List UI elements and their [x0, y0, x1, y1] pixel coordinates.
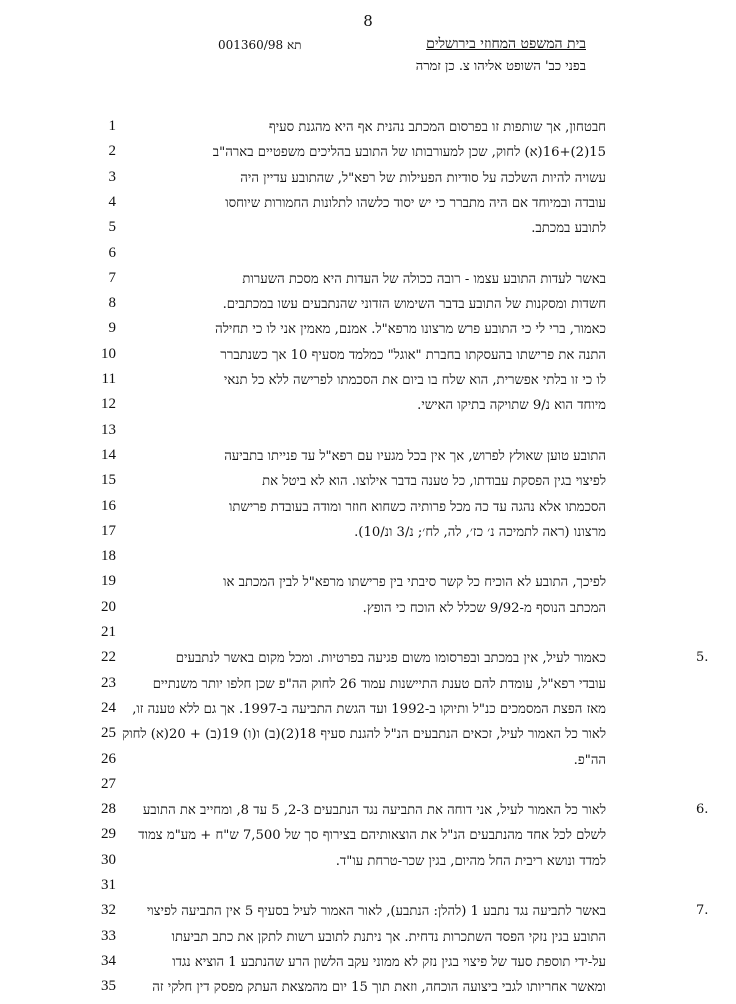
- line-number: 28: [101, 801, 116, 817]
- line-number: 29: [101, 826, 116, 842]
- line-number: 18: [101, 548, 116, 564]
- text-line: התנה את פרישתו בהעסקתו בחברת "אוגל" כמלמד מסעיף 10 אך כשנתברר: [220, 348, 606, 363]
- case-number: תא 001360/98: [218, 38, 302, 52]
- line-number: 13: [101, 422, 116, 438]
- text-line: חשדות ומסקנות של התובע בדבר השימוש הזדוני שהנתבעים עשו במכתבים.: [222, 297, 606, 312]
- line-number: 1: [108, 118, 116, 134]
- text-line: למדד ונושא ריבית החל מהיום, בגין שכר-טרחת עו"ד.: [335, 854, 606, 869]
- paragraph-number: 7.: [696, 903, 709, 918]
- text-line: הסכמתו אלא נהגה עד כה מכל פרותיה כשחוא חוזר ומודה בעובדת פרישתו: [228, 500, 606, 515]
- text-line: חבטחון, אך שותפות זו בפרסום המכתב נהנית אף היא מהגנת סעיף: [268, 120, 606, 135]
- text-line: עובדה ובמיוחד אם היה מתברר כי יש יסוד כלשהו לתלונות החמורות שיוחסו: [225, 196, 606, 211]
- court-name: בית המשפט המחוזי בירושלים: [426, 36, 586, 52]
- line-number: 11: [101, 371, 116, 387]
- line-number: 35: [101, 978, 116, 994]
- paragraph-number: 5.: [696, 650, 709, 665]
- text-line: כאמור, ברי לי כי התובע פרש מרצונו מרפא"ל. אמנם, מאמין אני לו כי תחילה: [215, 322, 606, 337]
- text-line: לאור כל האמור לעיל, אני דוחה את התביעה נגד הנתבעים 2-3, 5 עד 8, ומחייב את התובע: [142, 803, 606, 818]
- text-line: לשלם לכל אחד מהנתבעים הנ"ל את הוצאותיהם בצירוף סך של 7,500 ש"ח + מע"מ צמוד: [138, 828, 606, 843]
- paragraph-number: 6.: [696, 802, 709, 817]
- text-line: מאז הפצת המסמכים כנ"ל ותיוקו ב-1992 ועד הגשת התביעה ב-1997. אך גם ללא טענה זו,: [132, 702, 606, 717]
- text-line: עשויה להיות השלכה על סודיות הפעילות של רפא"ל, שהתובע עדיין היה: [240, 171, 606, 186]
- line-number: 4: [108, 194, 116, 210]
- line-number: 30: [101, 852, 116, 868]
- text-line: 15(2)+16(א) לחוק, שכן למעורבותו של התובע בהליכים משפטיים בארה"ב: [212, 145, 606, 160]
- text-line: לתובע במכתב.: [531, 221, 606, 236]
- text-line: באשר לעדות התובע עצמו - רובה ככולה של העדות היא מסכת השערות: [242, 272, 606, 287]
- line-number: 2: [108, 143, 116, 159]
- text-line: באשר לתביעה נגד נתבע 1 (להלן: הנתבע), לאור האמור לעיל בסעיף 5 אין התביעה לפיצוי: [146, 904, 606, 919]
- judge-line: בפני כב' השופט אליהו צ. כן זמרה: [415, 59, 586, 74]
- line-number: 22: [101, 649, 116, 665]
- line-number: 10: [101, 346, 116, 362]
- line-number: 15: [101, 472, 116, 488]
- text-line: כאמור לעיל, אין במכתב ובפרסומו משום פגיעה בפרטיות. ומכל מקום באשר לנתבעים: [175, 651, 606, 666]
- line-number: 12: [101, 396, 116, 412]
- line-number: 3: [108, 169, 116, 185]
- text-line: מיוחד הוא נ/9 שתויקה בתיקו האישי.: [417, 398, 606, 413]
- line-number: 31: [101, 877, 116, 893]
- line-number: 24: [101, 700, 116, 716]
- line-number: 34: [101, 953, 116, 969]
- text-line: לפיצוי בגין הפסקת עבודתו, כל טענה בדבר אילוצו. הוא לא ביטל את: [262, 474, 606, 489]
- text-line: עובדי רפא"ל, עומדת להם טענת התיישנות עמוד 26 לחוק הה"פ שכן חלפו יותר משנתיים: [152, 677, 606, 692]
- line-number: 9: [108, 320, 116, 336]
- text-line: לו כי זו בלתי אפשרית, הוא שלח בו ביום את הסכמתו לפרישה ללא כל תנאי: [223, 373, 606, 388]
- text-line: התובע בגין נזקי הפסד השתכרות נדחית. אך ניתנת לתובע רשות לתקן את כתב תביעתו: [171, 930, 606, 945]
- text-line: לאור כל האמור לעיל, זכאים הנתבעים הנ"ל להגנת סעיף 18(2)(ב) ו(ו) 19(ב) + 20(א) לחוק: [122, 727, 606, 742]
- text-line: לפיכך, התובע לא הוכיח כל קשר סיבתי בין פרישתו מרפא"ל לבין המכתב או: [223, 575, 606, 590]
- text-line: ומאשר אחריותו לגבי ביצועה הוכחה, וזאת תוך 15 יום מהמצאת העתק מפסק דין חלקי זה: [152, 980, 606, 995]
- text-line: מרצונו (ראה לתמיכה נ׳ כז׳, לה, לח׳; נ/3 ונ/10).: [354, 525, 606, 540]
- text-line: המכתב הנוסף מ-9/92 שכלל לא הוכח כי הופץ.: [362, 601, 606, 616]
- line-number: 26: [101, 751, 116, 767]
- page-number: 8: [363, 12, 373, 30]
- text-line: התובע טוען שאולץ לפרוש, אך אין בכל מגעיו עם רפא"ל עד פנייתו בתביעה: [224, 449, 606, 464]
- line-number: 6: [108, 245, 116, 261]
- line-number: 14: [101, 447, 116, 463]
- text-line: על-ידי תוספת סעד של פיצוי בגין נזק לא ממוני עקב הלשון הרע שהנתבע 1 הוציא נגדו: [172, 955, 606, 970]
- line-number: 19: [101, 573, 116, 589]
- line-number: 27: [101, 776, 116, 792]
- line-number: 20: [101, 599, 116, 615]
- line-number: 17: [101, 523, 116, 539]
- line-number: 32: [101, 902, 116, 918]
- line-number: 23: [101, 675, 116, 691]
- line-number: 5: [108, 219, 116, 235]
- line-number: 8: [108, 295, 116, 311]
- line-number: 7: [108, 270, 116, 286]
- line-number: 21: [101, 624, 116, 640]
- line-number: 16: [101, 498, 116, 514]
- text-line: הה"פ.: [573, 753, 606, 768]
- line-number: 25: [101, 725, 116, 741]
- line-number: 33: [101, 928, 116, 944]
